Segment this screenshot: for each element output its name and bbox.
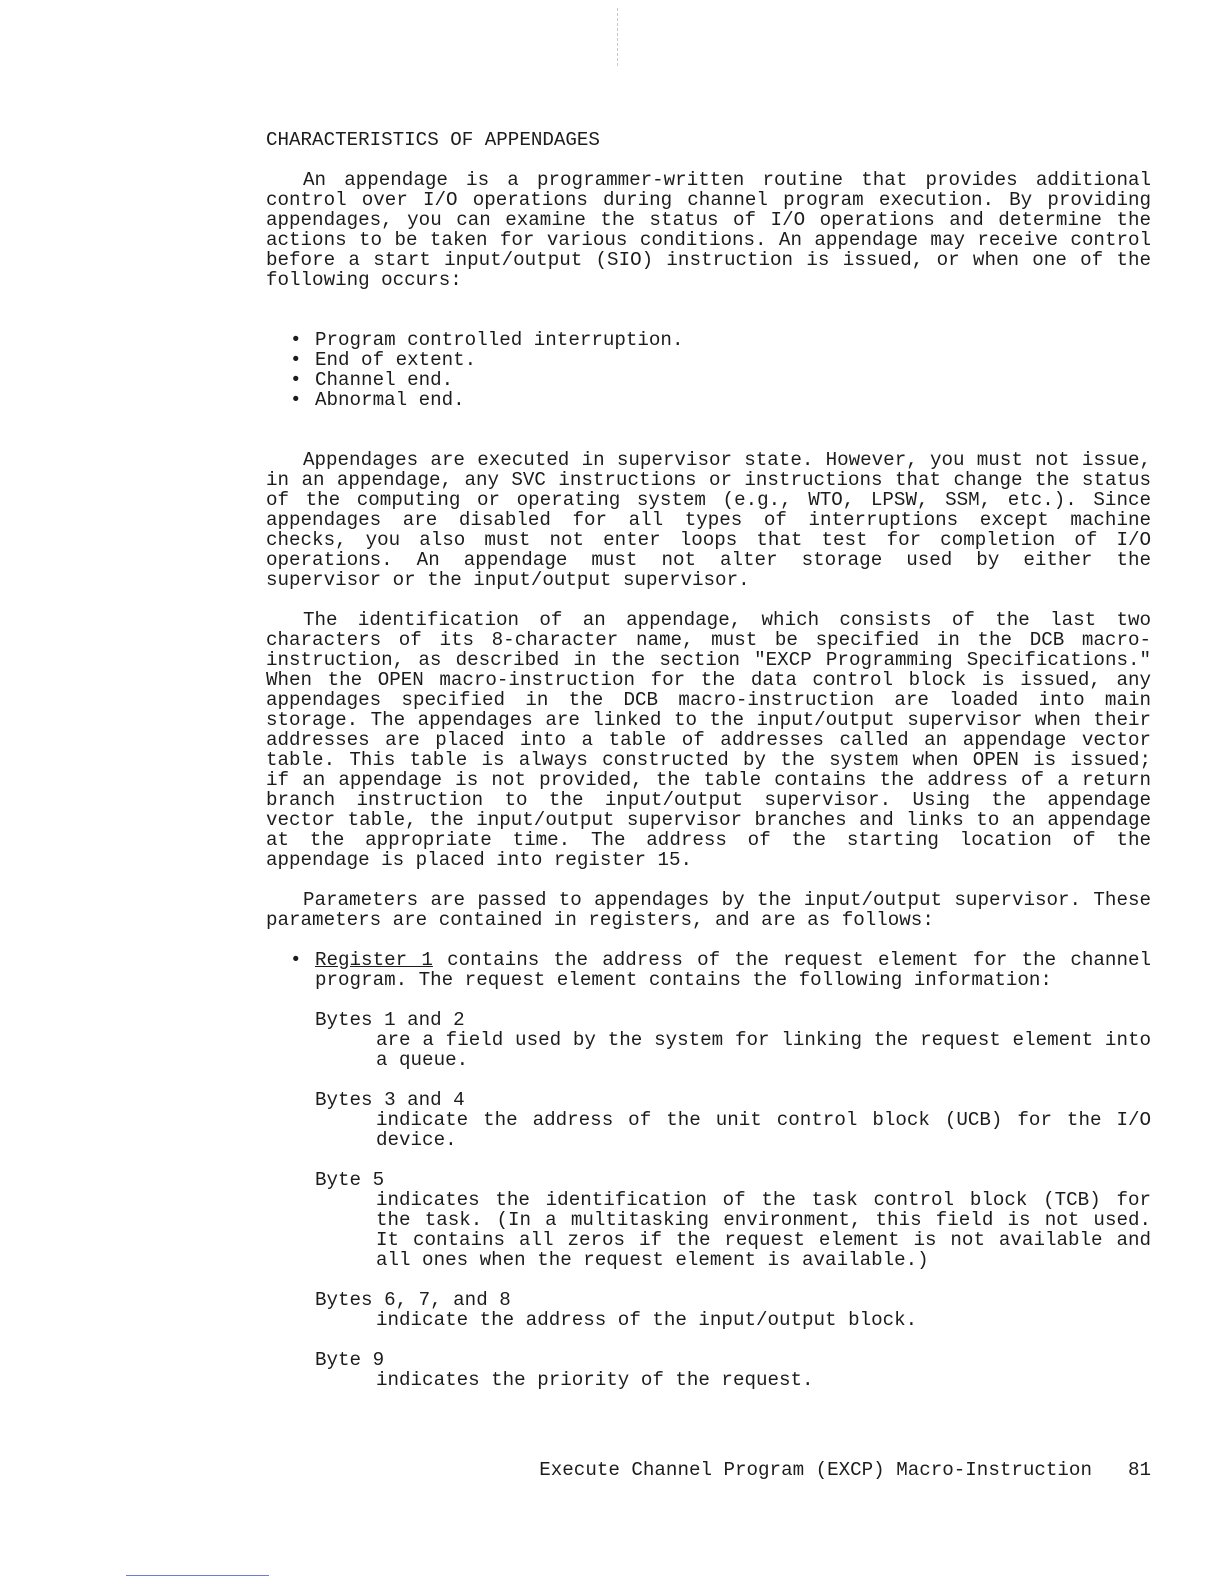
parameters-paragraph: Parameters are passed to appendages by the input/output supervisor. These parameters are contained in registers, and are as follows: <box>266 889 1151 931</box>
byte-field-label: Bytes 6, 7, and 8 <box>315 1289 511 1311</box>
byte-field-entry <box>315 1010 1151 1070</box>
register-description: contains the address of the request element for the channel program. The request element contains the following information: <box>315 949 1151 991</box>
bullet-icon: • <box>290 369 302 391</box>
supervisor-state-paragraph: Appendages are executed in supervisor state. However, you must not issue, in an appendage, any SVC instructions or instructions that change the status of the computing or operating system (e.g., WTO, LPSW, SSM, etc.). Since appendages are disabled for all types of interruptions except machine checks, you also must not enter loops that test for completion of I/O operations. An appendage must not alter storage used by either the supervisor or the input/output supervisor. <box>266 449 1151 591</box>
intro-paragraph: An appendage is a programmer-written routine that provides additional control over I/O operations during channel program execution. By providing appendages, you can examine the status of I/O operations and determine the actions to be taken for various conditions. An appendage may receive control before a start input/output (SIO) instruction is issued, or when one of the following occurs: <box>266 169 1151 291</box>
byte-field-entry <box>315 1090 1151 1150</box>
byte-field-description: indicate the address of the unit control block (UCB) for the I/O device. <box>376 1109 1151 1151</box>
section-heading: CHARACTERISTICS OF APPENDAGES <box>266 129 600 151</box>
list-item: • Abnormal end. <box>290 389 465 411</box>
bullet-icon: • <box>290 349 302 371</box>
interrupt-conditions-list <box>266 330 1151 410</box>
list-item: • End of extent. <box>290 349 477 371</box>
bullet-icon: • <box>290 329 302 351</box>
register-1-item <box>266 950 1151 990</box>
byte-field-entry <box>315 1350 1151 1390</box>
request-element-fields <box>266 1010 1151 1390</box>
byte-field-label: Bytes 1 and 2 <box>315 1009 465 1031</box>
byte-field-description: indicate the address of the input/output block. <box>376 1309 918 1331</box>
page-number: 81 <box>1127 1459 1151 1481</box>
bullet-icon: • <box>290 949 302 971</box>
byte-field-label: Bytes 3 and 4 <box>315 1089 465 1111</box>
byte-field-description: are a field used by the system for linking the request element into a queue. <box>376 1029 1151 1071</box>
bottom-rule <box>126 1575 269 1576</box>
bullet-icon: • <box>290 389 302 411</box>
page-content <box>266 130 1151 1410</box>
identification-paragraph: The identification of an appendage, which consists of the last two characters of its 8-character name, must be specified in the DCB macro-instruction, as described in the section "EXCP Programming Specifications." When the OPEN macro-instruction for the data control block is issued, any appendages specified in the DCB macro-instruction are loaded into main storage. The appendages are linked to the input/output supervisor when their addresses are placed into a table of addresses called an appendage vector table. This table is always constructed by the system when OPEN is issued; if an appendage is not provided, the table contains the address of a return branch instruction to the input/output supervisor. Using the appendage vector table, the input/output supervisor branches and links to an appendage at the appropriate time. The address of the starting location of the appendage is placed into register 15. <box>266 609 1151 871</box>
byte-field-entry <box>315 1290 1151 1330</box>
byte-field-description: indicates the identification of the task control block (TCB) for the task. (In a multitasking environment, this field is not used. It contains all zeros if the request element is not available and all ones when the request element is available.) <box>376 1189 1151 1271</box>
footer-title: Execute Channel Program (EXCP) Macro-Instruction <box>539 1459 1092 1481</box>
byte-field-label: Byte 9 <box>315 1349 385 1371</box>
byte-field-entry <box>315 1170 1151 1270</box>
page-footer <box>266 1460 1151 1480</box>
register-term: Register 1 <box>315 949 433 971</box>
byte-field-description: indicates the priority of the request. <box>376 1369 814 1391</box>
list-item: • Program controlled interruption. <box>290 329 684 351</box>
binding-mark <box>617 8 618 66</box>
list-item: • Channel end. <box>290 369 454 391</box>
byte-field-label: Byte 5 <box>315 1169 385 1191</box>
